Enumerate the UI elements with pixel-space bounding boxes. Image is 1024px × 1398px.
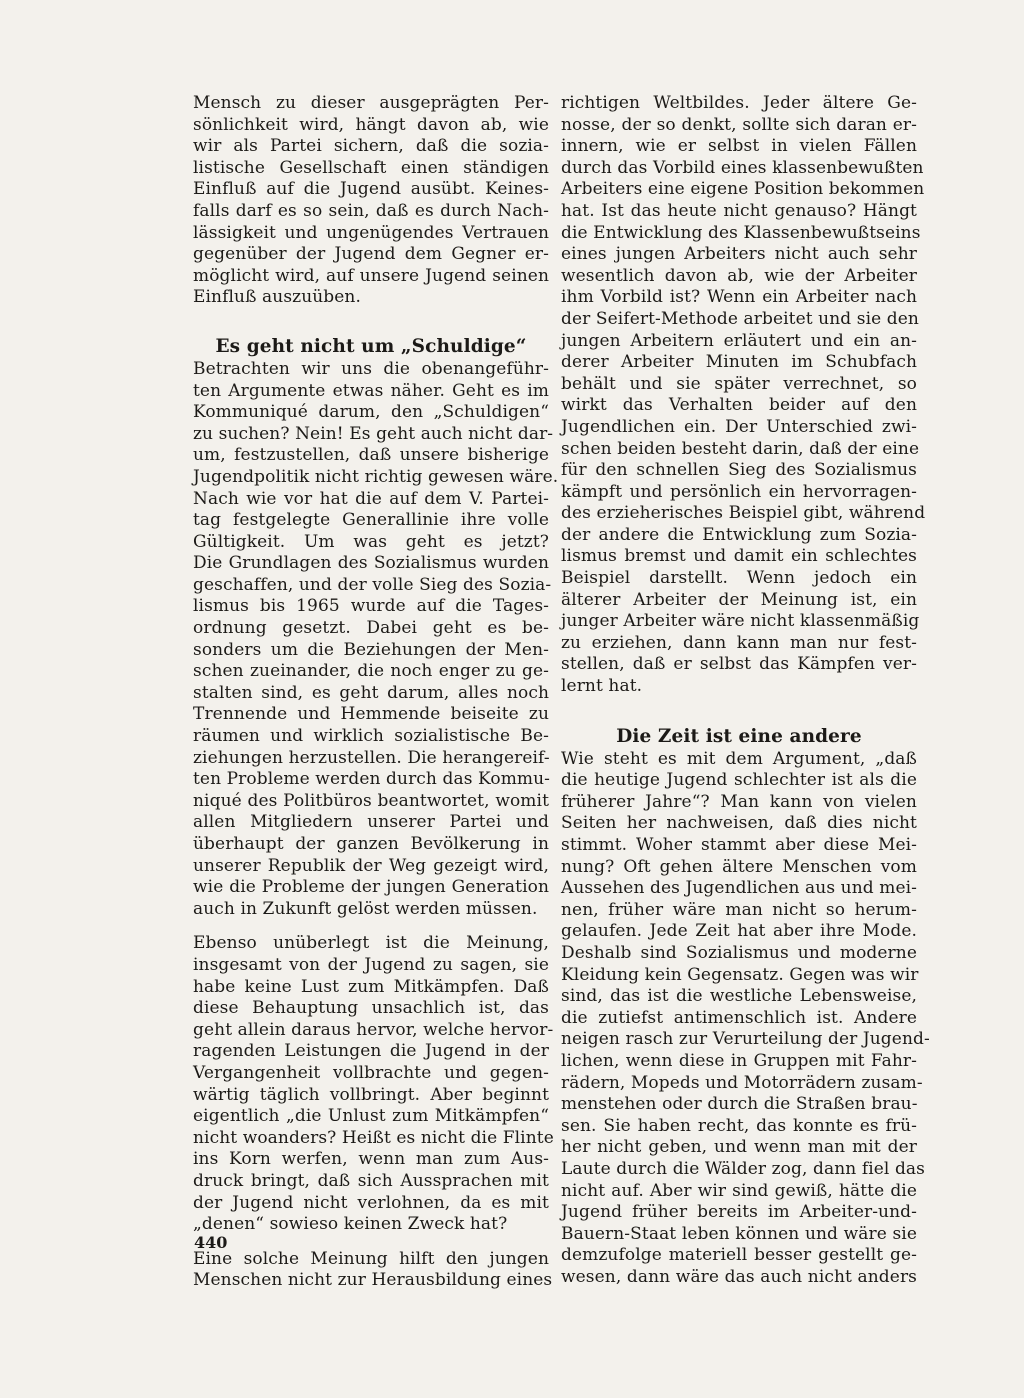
text-line: der andere die Entwicklung zum Sozia- xyxy=(561,524,917,545)
text-line: innern, wie er selbst in vielen Fällen xyxy=(561,136,917,157)
text-line: richtigen Weltbildes. Jeder ältere Ge- xyxy=(561,93,917,113)
text-line: früherer Jahre“? Man kann von vielen xyxy=(561,791,917,812)
text-line: derer Arbeiter Minuten im Schubfach xyxy=(561,352,917,373)
paragraph xyxy=(193,358,559,920)
text-line: Kommuniqué darum, den „Schuldigen“ xyxy=(193,402,549,423)
text-line: unserer Republik der Weg gezeigt wird, xyxy=(193,855,549,876)
text-line: behält und sie später verrechnet, so xyxy=(561,373,917,394)
text-line: möglicht wird, auf unsere Jugend seinen xyxy=(193,265,549,286)
text-line: lernt hat. xyxy=(561,676,643,697)
text-line: räumen und wirklich sozialistische Be- xyxy=(193,726,549,747)
text-line: Wie steht es mit dem Argument, „daß xyxy=(561,748,917,769)
text-line: Seiten her nachweisen, daß dies nicht xyxy=(561,813,917,834)
text-line: stellen, daß er selbst das Kämpfen ver- xyxy=(561,654,917,675)
text-line: geht allein daraus hervor, welche hervor- xyxy=(193,1019,554,1040)
text-line: Deshalb sind Sozialismus und moderne xyxy=(561,942,917,963)
text-line: wie die Probleme der jungen Generation xyxy=(193,877,549,898)
text-line: ziehungen herzustellen. Die herangereif- xyxy=(193,747,550,768)
text-line: durch das Vorbild eines klassenbewußten xyxy=(561,157,924,178)
text-line: habe keine Lust zum Mitkämpfen. Daß xyxy=(193,976,549,997)
text-line: kämpft und persönlich ein hervorragen- xyxy=(561,481,917,502)
text-line: überhaupt der ganzen Bevölkerung in xyxy=(193,834,549,854)
text-line: ten Probleme werden durch das Kommu- xyxy=(193,769,551,790)
text-line: lichen, wenn diese in Gruppen mit Fahr- xyxy=(561,1050,917,1071)
text-line: sönlichkeit wird, hängt davon ab, wie xyxy=(193,114,549,135)
text-line: jungen Arbeitern erläutert und ein an- xyxy=(561,330,917,351)
text-line: Betrachten wir uns die obenangeführ- xyxy=(193,358,549,379)
text-line: Laute durch die Wälder zog, dann fiel das xyxy=(561,1158,925,1179)
text-line: Trennende und Hemmende beiseite zu xyxy=(193,704,549,725)
text-line: zu suchen? Nein! Es geht auch nicht dar- xyxy=(193,423,554,444)
paragraph xyxy=(193,93,549,309)
paragraph xyxy=(193,1248,553,1292)
text-line: gelaufen. Jede Zeit hat aber ihre Mode. xyxy=(561,921,917,942)
text-line: Eine solche Meinung hilft den jungen xyxy=(193,1248,549,1269)
section-heading: Es geht nicht um „Schuldige“ xyxy=(215,335,527,357)
text-line: ihm Vorbild ist? Wenn ein Arbeiter nach xyxy=(561,287,917,308)
text-line: Vergangenheit vollbrachte und gegen- xyxy=(193,1062,549,1083)
text-line: listische Gesellschaft einen ständigen xyxy=(193,157,549,178)
text-line: Aussehen des Jugendlichen aus und mei- xyxy=(561,878,918,899)
text-line: lismus bis 1965 wurde auf die Tages- xyxy=(193,596,549,617)
text-line: die heutige Jugend schlechter ist als die xyxy=(561,770,917,791)
text-line: sen. Sie haben recht, das konnte es frü- xyxy=(561,1115,917,1136)
text-line: lässigkeit und ungenügendes Vertrauen xyxy=(193,222,549,243)
text-line: schen beiden besteht darin, daß der eine xyxy=(561,438,920,459)
text-line: Kleidung kein Gegensatz. Gegen was wir xyxy=(561,964,919,985)
text-line: nicht woanders? Heißt es nicht die Flinte xyxy=(193,1127,554,1148)
text-line: rädern, Mopeds und Motorrädern zusam- xyxy=(561,1072,923,1093)
text-line: um, festzustellen, daß unsere bisherige xyxy=(193,445,549,466)
text-line: allen Mitgliedern unserer Partei und xyxy=(193,812,549,833)
left-column xyxy=(193,93,559,1292)
text-line: geschaffen, und der volle Sieg des Sozia- xyxy=(193,574,552,595)
text-line: demzufolge materiell besser gestellt ge- xyxy=(561,1245,917,1266)
paragraph xyxy=(561,93,926,698)
text-line: für den schnellen Sieg des Sozialismus xyxy=(561,460,917,481)
text-line: ragenden Leistungen die Jugend in der xyxy=(193,1041,549,1062)
paragraph xyxy=(193,933,554,1235)
text-line: Jugendlichen ein. Der Unterschied zwi- xyxy=(561,416,917,437)
right-column xyxy=(561,93,930,1288)
text-line: stalten sind, es geht darum, alles noch xyxy=(193,682,549,703)
text-line: nosse, der so denkt, sollte sich daran er- xyxy=(561,114,917,135)
text-line: hat. Ist das heute nicht genauso? Hängt xyxy=(561,200,917,221)
text-line: „denen“ sowieso keinen Zweck hat? xyxy=(193,1214,508,1235)
text-line: Jugend früher bereits im Arbeiter-und- xyxy=(561,1202,917,1223)
text-line: der Jugend nicht verlohnen, da es mit xyxy=(193,1192,549,1213)
text-line: lismus bremst und damit ein schlechtes xyxy=(561,546,917,567)
text-line: Arbeiters eine eigene Position bekommen xyxy=(561,179,925,200)
text-line: ordnung gesetzt. Dabei geht es be- xyxy=(193,618,549,639)
text-line: druck bringt, daß sich Aussprachen mit xyxy=(193,1170,549,1191)
text-line: des erzieherisches Beispiel gibt, während xyxy=(561,503,926,524)
text-line: her nicht geben, und wenn man mit der xyxy=(561,1137,917,1158)
text-line: Jugendpolitik nicht richtig gewesen wäre. xyxy=(193,466,559,487)
text-line: wirkt das Verhalten beider auf den xyxy=(561,395,917,416)
text-line: stimmt. Woher stammt aber diese Mei- xyxy=(561,835,917,855)
text-line: die zutiefst antimenschlich ist. Andere xyxy=(561,1007,917,1028)
text-line: die Entwicklung des Klassenbewußtseins xyxy=(561,222,921,243)
text-line: menstehen oder durch die Straßen brau- xyxy=(561,1094,918,1115)
text-line: Beispiel darstellt. Wenn jedoch ein xyxy=(561,568,917,589)
text-line: sind, das ist die westliche Lebensweise, xyxy=(561,986,917,1007)
text-line: wir als Partei sichern, daß die sozia- xyxy=(193,136,549,157)
text-line: ins Korn werfen, wenn man zum Aus- xyxy=(193,1149,549,1170)
text-line: falls darf es so sein, daß es durch Nach- xyxy=(193,200,549,221)
text-line: neigen rasch zur Verurteilung der Jugend- xyxy=(561,1029,930,1050)
text-line: tag festgelegte Generallinie ihre volle xyxy=(193,510,549,531)
text-line: Gültigkeit. Um was geht es jetzt? xyxy=(193,531,549,552)
text-line: diese Behauptung unsachlich ist, das xyxy=(193,998,549,1019)
text-line: älterer Arbeiter der Meinung ist, ein xyxy=(561,589,917,610)
text-line: nen, früher wäre man nicht so herum- xyxy=(561,899,917,920)
text-line: Die Grundlagen des Sozialismus wurden xyxy=(193,553,549,574)
text-line: Einfluß auszuüben. xyxy=(193,287,361,308)
text-line: gegenüber der Jugend dem Gegner er- xyxy=(193,244,549,265)
text-line: Einfluß auf die Jugend ausübt. Keines- xyxy=(193,179,549,200)
text-line: sonders um die Beziehungen der Men- xyxy=(193,639,549,660)
text-line: auch in Zukunft gelöst werden müssen. xyxy=(193,898,538,919)
text-line: Ebenso unüberlegt ist die Meinung, xyxy=(193,933,549,954)
text-line: eigentlich „die Unlust zum Mitkämpfen“ xyxy=(193,1106,549,1127)
text-line: nung? Oft gehen ältere Menschen vom xyxy=(561,856,917,877)
text-line: wesen, dann wäre das auch nicht anders xyxy=(561,1266,917,1287)
page-number: 440 xyxy=(194,1233,228,1252)
text-line: zu erziehen, dann kann man nur fest- xyxy=(561,632,917,653)
text-line: Nach wie vor hat die auf dem V. Partei- xyxy=(193,488,549,509)
section-heading: Die Zeit ist eine andere xyxy=(616,725,862,747)
text-line: insgesamt von der Jugend zu sagen, sie xyxy=(193,954,549,975)
text-line: junger Arbeiter wäre nicht klassenmäßig xyxy=(561,611,920,632)
text-line: wesentlich davon ab, wie der Arbeiter xyxy=(561,265,917,286)
text-line: Menschen nicht zur Herausbildung eines xyxy=(193,1270,553,1291)
text-line: niqué des Politbüros beantwortet, womit xyxy=(193,790,549,811)
text-line: ten Argumente etwas näher. Geht es im xyxy=(193,380,549,401)
text-line: schen zueinander, die noch enger zu ge- xyxy=(193,661,549,682)
text-line: eines jungen Arbeiters nicht auch sehr xyxy=(561,244,917,265)
text-line: Bauern-Staat leben können und wäre sie xyxy=(561,1223,917,1244)
text-line: nicht auf. Aber wir sind gewiß, hätte die xyxy=(561,1180,917,1201)
text-line: Mensch zu dieser ausgeprägten Per- xyxy=(193,93,549,113)
text-line: der Seifert-Methode arbeitet und sie den xyxy=(561,308,919,329)
paragraph xyxy=(561,748,930,1289)
text-line: wärtig täglich vollbringt. Aber beginnt xyxy=(193,1084,549,1105)
